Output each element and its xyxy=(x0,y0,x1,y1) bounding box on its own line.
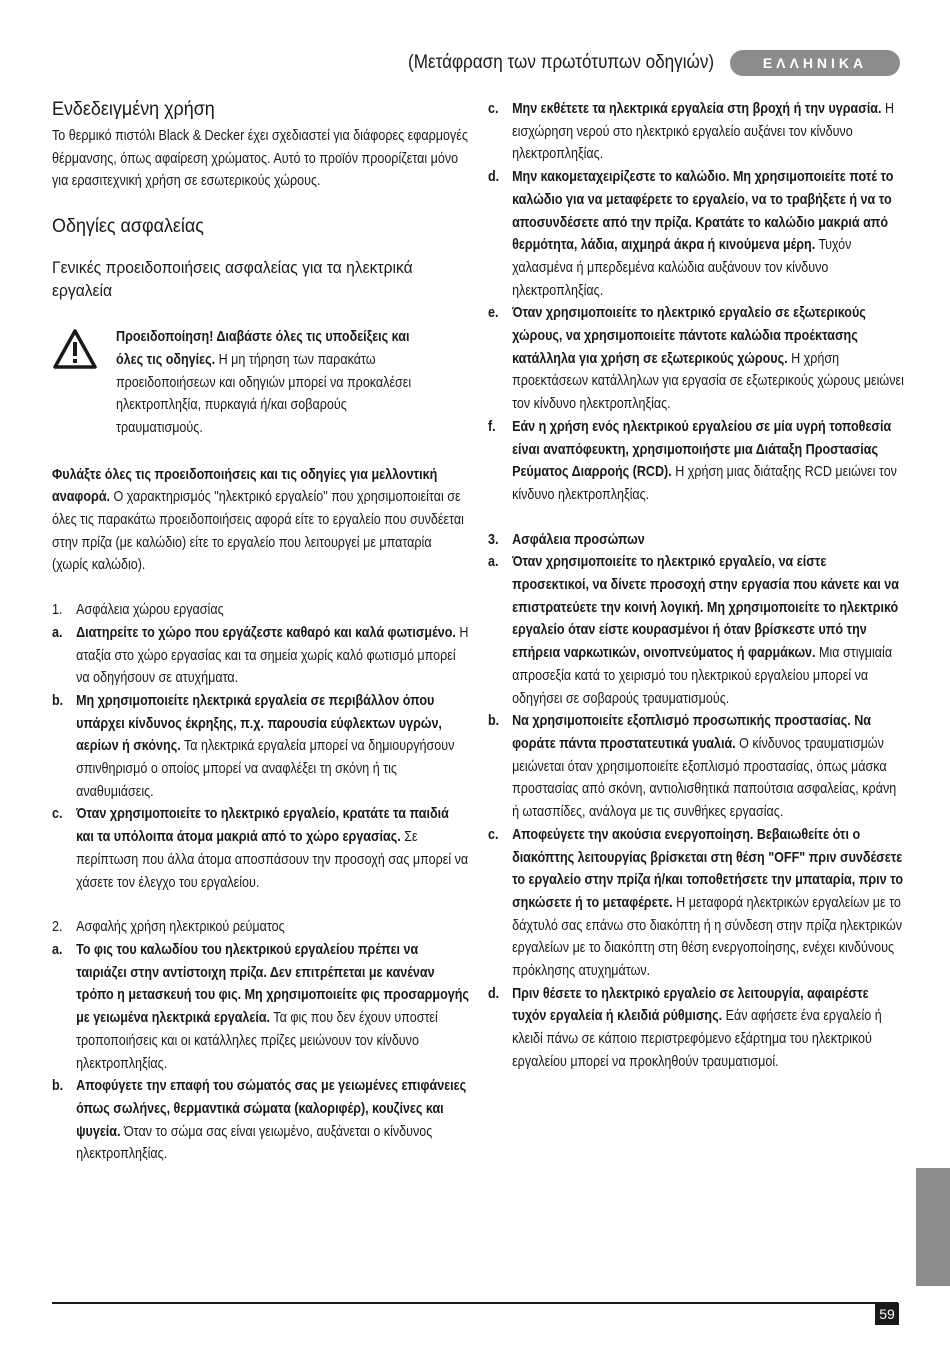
warning-block xyxy=(52,326,470,440)
side-tab xyxy=(916,1168,950,1286)
list-item: a. Διατηρείτε το χώρο που εργάζεστε καθαρό και καλά φωτισμένο. Η αταξία στο χώρο εργασίας και τα σημεία χωρίς καλό φωτισμό μπορεί να οδηγήσουν σε ατυχήματα. xyxy=(52,624,469,687)
list-item: a. Το φις του καλωδίου του ηλεκτρικού εργαλείου πρέπει να ταιριάζει στην αντίστοιχη πρίζα. Δεν επιτρέπεται με κανέναν τρόπο η μετασκευή του φις. Μη χρησιμοποιείτε φις προσαρμογής με γειωμένα ηλεκτρικά εργαλεία. Τα φις που δεν έχουν υποστεί τροποποιήσεις και οι κατάλληλες πρίζες μειώνουν τον κίνδυνο ηλεκτροπληξίας. xyxy=(52,941,469,1072)
list-item: a. Όταν χρησιμοποιείτε το ηλεκτρικό εργαλείο, να είστε προσεκτικοί, να δίνετε προσοχή στην εργασία που κάνετε και να επιστρατεύετε την κοινή λογική. Μη χρησιμοποιείτε το ηλεκτρικό εργαλείο όταν είστε κουρασμένοι ή όταν βρίσκεστε υπό την επήρεια ναρκωτικών, οινοπνεύματος ή φαρμάκων. Μια στιγμιαία απροσεξία κατά το χειρισμό του ηλεκτρικού εργαλείου μπορεί να οδηγήσει σε σοβαρούς τραυματισμούς. xyxy=(488,554,899,707)
warning-text: Η μη τήρηση των παρακάτω προειδοποιήσεων και οδηγιών μπορεί να προκαλέσει ηλεκτροπληξία, πυρκαγιά ή/και σοβαρούς τραυματισμούς. xyxy=(116,351,412,436)
language-badge: ΕΛΛΗΝΙΚΑ xyxy=(730,50,900,76)
right-column xyxy=(488,98,906,1074)
list-item: c. Αποφεύγετε την ακούσια ενεργοποίηση. Βεβαιωθείτε ότι ο διακόπτης λειτουργίας βρίσκεται στη θέση "OFF" πριν συνδέσετε το εργαλείο στην πρίζα ή/και τοποθετήσετε την μπαταρία, πριν το σηκώσετε ή το μεταφέρετε. Η μεταφορά ηλεκτρικών εργαλείων με το δάχτυλό σας επάνω στο διακόπτη ή η σύνδεση στην πρίζα ηλεκτρικών εργαλείων με το διακόπτη στη θέση ενεργοποίησης, ενέχει κινδύνους πρόκλησης ατυχημάτων. xyxy=(488,826,904,980)
left-column xyxy=(52,98,470,1166)
list-item: e. Όταν χρησιμοποιείτε το ηλεκτρικό εργαλείο σε εξωτερικούς χώρους, να χρησιμοποιείτε πάντοτε καλώδια προέκτασης κατάλληλα για χρήση σε εξωτερικούς χώρους. Η χρήση προεκτάσεων κατάλληλων για εργασία σε εξωτερικούς χώρους μειώνει τον κίνδυνο ηλεκτροπληξίας. xyxy=(488,305,904,413)
page-number: 59 xyxy=(875,1303,899,1325)
safety-heading: Οδηγίες ασφαλείας xyxy=(52,215,204,238)
intended-use-text: Το θερμικό πιστόλι Black & Decker έχει σχεδιαστεί για διάφορες εφαρμογές θέρμανσης, όπως αφαίρεση χρώματος. Αυτό το προϊόν προορίζεται μόνο για ερασιτεχνική χρήση σε εσωτερικούς χώρους. xyxy=(52,128,468,190)
list-item: c. Μην εκθέτετε τα ηλεκτρικά εργαλεία στη βροχή ή την υγρασία. Η εισχώρηση νερού στο ηλεκτρικό εργαλείο αυξάνει τον κίνδυνο ηλεκτροπληξίας. xyxy=(488,101,895,163)
section-3-title: 3. Ασφάλεια προσώπων xyxy=(488,531,645,548)
keep-bold: Φυλάξτε όλες τις προειδοποιήσεις και τις οδηγίες για μελλοντική αναφορά. xyxy=(52,466,438,506)
section-1-title: 1. Ασφάλεια χώρου εργασίας xyxy=(52,602,224,619)
warning-bold: Προειδοποίηση! Διαβάστε όλες τις υποδείξεις και όλες τις οδηγίες. xyxy=(116,329,410,368)
general-warnings-subheading: Γενικές προειδοποιήσεις ασφαλείας για τα ηλεκτρικά εργαλεία xyxy=(52,258,413,301)
list-item: c. Όταν χρησιμοποιείτε το ηλεκτρικό εργαλείο, κρατάτε τα παιδιά και τα υπόλοιπα άτομα μακριά από το χώρο εργασίας. Σε περίπτωση που άλλα άτομα αποσπάσουν την προσοχή σας μπορεί να χάσετε τον έλεγχο του εργαλείου. xyxy=(52,806,469,891)
keep-text: Ο χαρακτηρισμός "ηλεκτρικό εργαλείο" που χρησιμοποιείται σε όλες τις παρακάτω προειδοποιήσεις αφορά είτε το εργαλείο που συνδέεται στην πρίζα (με καλώδιο) είτε το εργαλείο που λειτουργεί με μπαταρία (χωρίς καλώδιο). xyxy=(52,489,464,574)
keep-instructions xyxy=(52,464,469,578)
header-title: (Μετάφραση των πρωτότυπων οδηγιών) xyxy=(407,52,714,73)
list-item: b. Μη χρησιμοποιείτε ηλεκτρικά εργαλεία σε περιβάλλον όπου υπάρχει κίνδυνος έκρηξης, π.χ. παρουσία εύφλεκτων υγρών, αερίων ή σκόνης. Τα ηλεκτρικά εργαλεία μπορεί να δημιουργήσουν σπινθηρισμό ο οποίος μπορεί να αναφλέξει τη σκόνη ή τις αναθυμιάσεις. xyxy=(52,692,455,800)
list-item: f. Εάν η χρήση ενός ηλεκτρικού εργαλείου σε μία υγρή τοποθεσία είναι αναπόφευκτη, χρησιμοποιήστε μια Διάταξη Προστασίας Ρεύματος Διαρροής (RCD). Η χρήση μιας διάταξης RCD μειώνει τον κίνδυνο ηλεκτροπληξίας. xyxy=(488,418,897,503)
list-item: d. Πριν θέσετε το ηλεκτρικό εργαλείο σε λειτουργία, αφαιρέστε τυχόν εργαλεία ή κλειδιά ρύθμισης. Εάν αφήσετε ένα εργαλείο ή κλειδί πάνω σε κάποιο περιστρεφόμενο εξάρτημα του ηλεκτρικού εργαλείου μπορεί να προκληθούν τραυματισμοί. xyxy=(488,985,882,1070)
list-item: d. Μην κακομεταχειρίζεστε το καλώδιο. Μη χρησιμοποιείτε ποτέ το καλώδιο για να μεταφέρετε το εργαλείο, να το τραβήξετε ή να το αποσυνδέσετε από την πρίζα. Κρατάτε το καλώδιο μακριά από θερμότητα, λάδια, αιχμηρά άκρα ή κινούμενα μέρη. Τυχόν χαλασμένα ή μπερδεμένα καλώδια αυξάνουν τον κίνδυνο ηλεκτροπληξίας. xyxy=(488,169,894,299)
section-2-title: 2. Ασφαλής χρήση ηλεκτρικού ρεύματος xyxy=(52,919,285,936)
warning-triangle-icon xyxy=(52,328,98,370)
intended-use-heading: Ενδεδειγμένη χρήση xyxy=(52,98,215,120)
list-item: b. Αποφύγετε την επαφή του σώματός σας με γειωμένες επιφάνειες όπως σωλήνες, θερμαντικά σώματα (καλοριφέρ), κουζίνες και ψυγεία. Όταν το σώμα σας είναι γειωμένο, αυξάνεται ο κίνδυνος ηλεκτροπληξίας. xyxy=(52,1078,467,1163)
list-item: b. Να χρησιμοποιείτε εξοπλισμό προσωπικής προστασίας. Να φοράτε πάντα προστατευτικά γυαλιά. Ο κίνδυνος τραυματισμών μειώνεται όταν χρησιμοποιείτε εξοπλισμό προστασίας, όπως μάσκα προστασίας από σκόνη, αντιολισθητικά παπούτσια ασφαλείας, κράνη ή ωτασπίδες, ανάλογα με τις συνθήκες εργασίας. xyxy=(488,713,897,821)
footer-rule xyxy=(52,1302,898,1304)
